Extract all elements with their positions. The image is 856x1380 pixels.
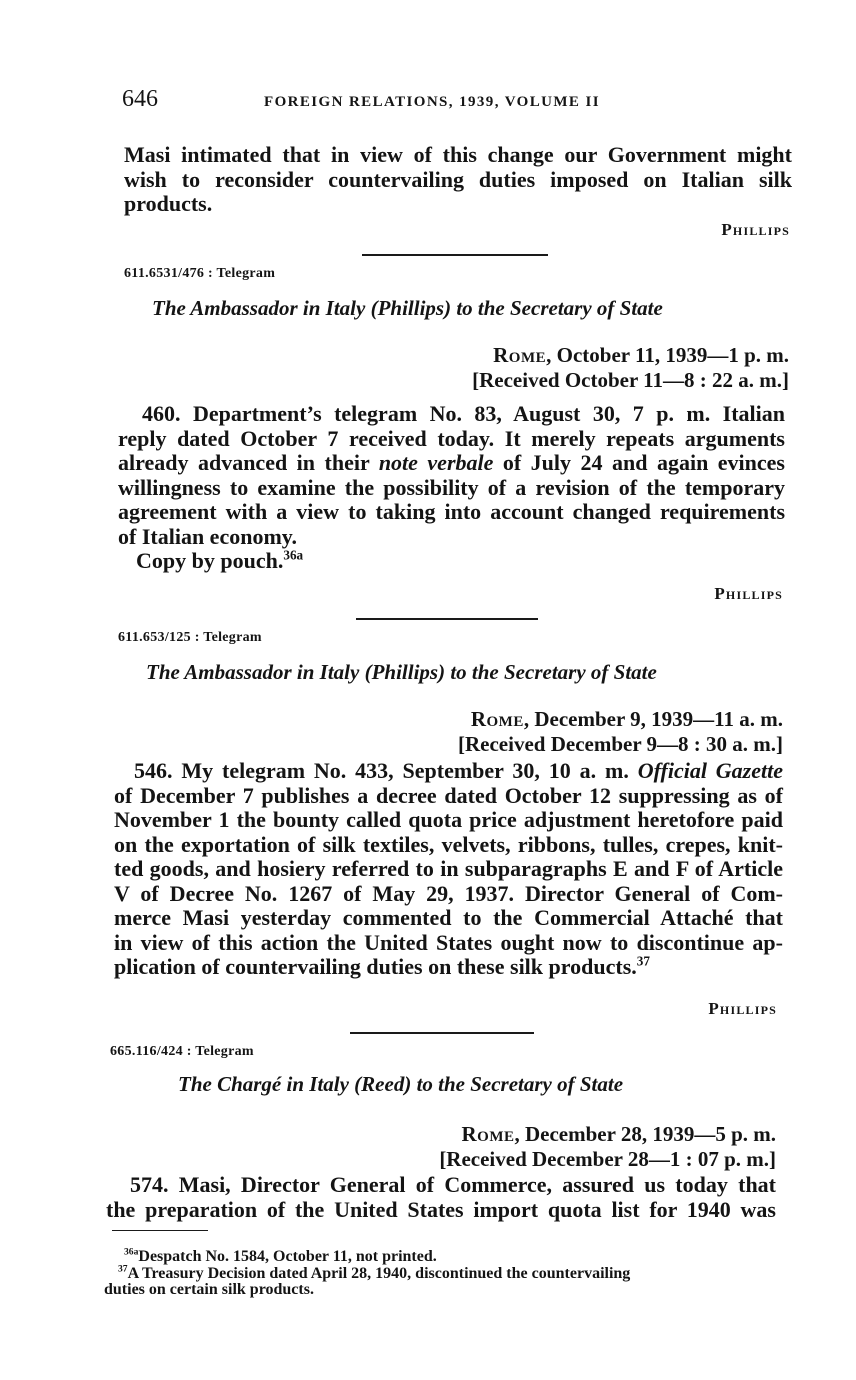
text-line: in view of this action the United States ought now to discontinue ap- bbox=[114, 929, 783, 955]
text-line: November 1 the bounty called quota price adjustment heretofore paid bbox=[114, 807, 783, 832]
dateline-date: , December 9, 1939—11 a. m. bbox=[523, 707, 783, 731]
text-line: 460. Department’s telegram No. 83, August 30, 7 p. m. Italian bbox=[142, 401, 785, 426]
footnote-text: Despatch No. 1584, October 11, not printed. bbox=[138, 1248, 437, 1265]
received-line: [Received October 11—8 : 22 a. m.] bbox=[472, 368, 789, 392]
footnote bbox=[124, 1246, 437, 1265]
copy-line-text: Copy by pouch. bbox=[136, 548, 284, 573]
footnote-ref: 36a bbox=[283, 547, 304, 563]
footnote bbox=[118, 1263, 631, 1282]
footnote-ref: 37 bbox=[636, 953, 650, 969]
copy-line bbox=[118, 549, 785, 574]
signature: Phillips bbox=[721, 220, 790, 239]
page-number: 646 bbox=[122, 86, 158, 112]
dateline-date: , December 28, 1939—5 p. m. bbox=[514, 1122, 776, 1146]
document-title bbox=[178, 1072, 623, 1097]
text-line: merce Masi yesterday commented to the Commercial Attaché that bbox=[114, 905, 783, 930]
dateline-date: , October 11, 1939—1 p. m. bbox=[546, 343, 789, 367]
page-header bbox=[122, 86, 790, 120]
file-number: 611.653/125 : Telegram bbox=[118, 630, 262, 645]
received-line: [Received December 9—8 : 30 a. m.] bbox=[458, 732, 783, 756]
footnote-text: A Treasury Decision dated April 28, 1940, discontinued the countervailing bbox=[127, 1265, 631, 1282]
text-line: Masi intimated that in view of this change our Government might bbox=[124, 142, 792, 167]
section-divider bbox=[362, 254, 548, 256]
footnote-mark: 37 bbox=[118, 1263, 128, 1275]
text-line: already advanced in their note verbale of July 24 and again evinces bbox=[118, 450, 785, 475]
document-title-text: The Chargé in Italy (Reed) to the Secretary of State bbox=[178, 1072, 624, 1096]
telegram-body bbox=[118, 402, 785, 574]
telegram-body bbox=[106, 1173, 776, 1222]
section-divider bbox=[356, 618, 538, 620]
text-line: wish to reconsider countervailing duties imposed on Italian silk bbox=[124, 166, 792, 192]
text-line: of December 7 publishes a decree dated October 12 suppressing as of bbox=[114, 782, 783, 808]
section-divider bbox=[350, 1032, 534, 1034]
text-line: products. bbox=[124, 191, 213, 216]
dateline-place: Rome bbox=[461, 1122, 515, 1146]
text-line: V of Decree No. 1267 of May 29, 1937. Director General of Com- bbox=[114, 880, 783, 906]
file-number: 611.6531/476 : Telegram bbox=[124, 266, 276, 281]
footnote-continuation: duties on certain silk products. bbox=[104, 1281, 314, 1298]
text-line bbox=[114, 955, 783, 980]
footnotes-divider bbox=[112, 1230, 208, 1231]
telegram-body bbox=[114, 759, 783, 980]
running-head: FOREIGN RELATIONS, 1939, VOLUME II bbox=[264, 94, 600, 110]
text-line: on the exportation of silk textiles, velvets, ribbons, tulles, crepes, knit- bbox=[114, 831, 783, 857]
document-title bbox=[146, 660, 657, 685]
text-line: willingness to examine the possibility of a revision of the temporary bbox=[118, 474, 785, 500]
dateline bbox=[350, 707, 783, 732]
dateline bbox=[340, 1122, 776, 1147]
text-line-content: plication of countervailing duties on these silk products. bbox=[114, 954, 637, 979]
italic-phrase: note verbale bbox=[378, 450, 494, 475]
text-line: agreement with a view to taking into account changed requirements bbox=[118, 499, 785, 524]
received-line: [Received December 28—1 : 07 p. m.] bbox=[439, 1147, 776, 1171]
file-number: 665.116/424 : Telegram bbox=[110, 1044, 254, 1059]
text-line: of Italian economy. bbox=[118, 523, 298, 549]
document-title-text: The Ambassador in Italy (Phillips) to the Secretary of State bbox=[152, 296, 663, 320]
text-line: the preparation of the United States import quota list for 1940 was bbox=[106, 1196, 776, 1222]
signature: Phillips bbox=[714, 584, 783, 603]
text-line: reply dated October 7 received today. It merely repeats arguments bbox=[118, 425, 785, 451]
intro-paragraph bbox=[124, 143, 792, 217]
document-title bbox=[152, 296, 663, 321]
text-line: ted goods, and hosiery referred to in subparagraphs E and F of Article bbox=[114, 856, 783, 881]
dateline-place: Rome bbox=[493, 343, 547, 367]
dateline bbox=[360, 343, 789, 368]
text-line: 546. My telegram No. 433, September 30, 10 a. m. Official Gazette bbox=[134, 758, 783, 783]
text-line: 574. Masi, Director General of Commerce, assured us today that bbox=[130, 1172, 776, 1197]
dateline-place: Rome bbox=[470, 707, 524, 731]
footnote-mark: 36a bbox=[124, 1246, 139, 1258]
document-title-text: The Ambassador in Italy (Phillips) to the Secretary of State bbox=[146, 660, 657, 684]
signature: Phillips bbox=[708, 999, 777, 1018]
